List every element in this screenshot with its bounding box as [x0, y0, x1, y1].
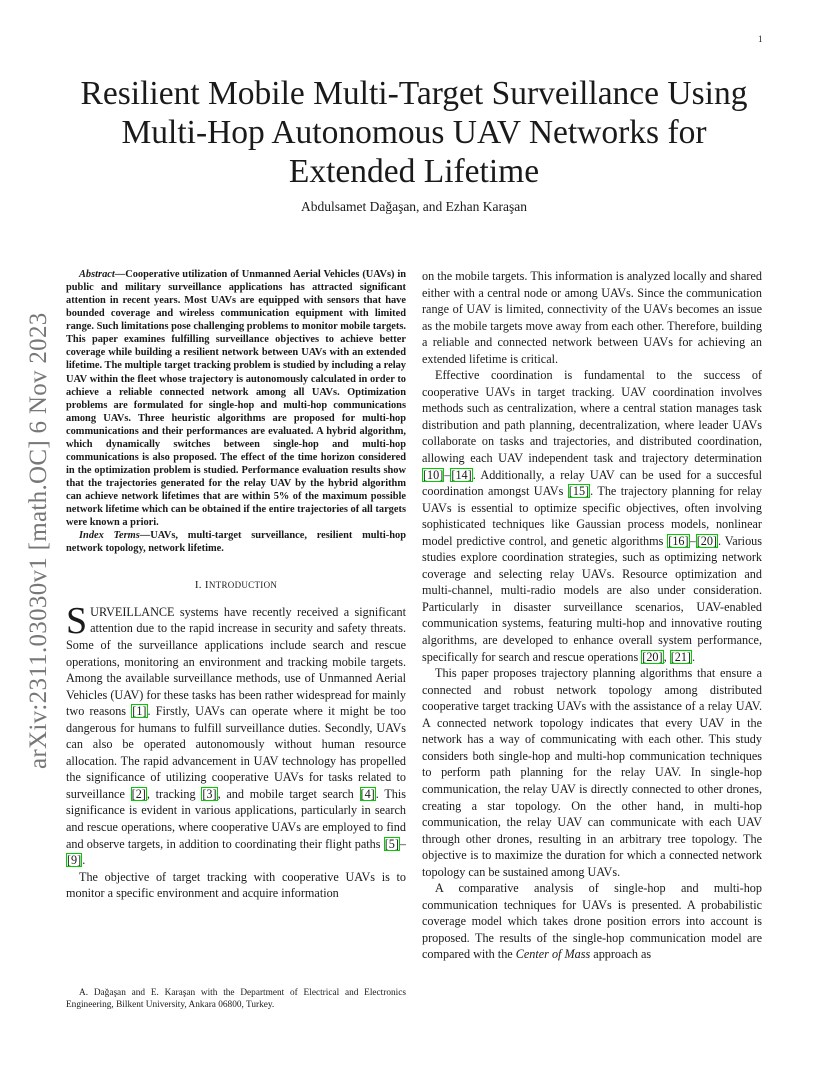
citation-link[interactable]: [20] [642, 649, 663, 664]
paper-title: Resilient Mobile Multi-Target Surveillance Using Multi-Hop Autonomous UAV Networks for Extended Lifetime [80, 75, 748, 190]
authors: Abdulsamet Dağaşan, and Ezhan Karaşan [300, 199, 528, 214]
intro-paragraph-2: The objective of target tracking with cooperative UAVs is to monitor a specific environment and acquire information [66, 869, 406, 901]
citation-link[interactable]: [4] [360, 786, 375, 801]
right-paragraph-2: Effective coordination is fundamental to the success of cooperative UAVs in target tracking. UAV coordination involves methods such as centralization, where a central station manages task distribution and path planning, decentralization, where leader UAVs collaborate on tasks and trajectories, and distributed coordination, allowing each UAV independent task and trajectory determination [10]–[14]. Additionally, a relay UAV can be used for a succesful coordination amongst UAVs [15]. The trajectory planning for relay UAVs is essential to optimize specific objectives, often involving sophisticated techniques like Gaussian process models, nonlinear model predictive control, and genetic algorithms [16]–[20]. Various studies explore coordination strategies, such as optimizing network coverage and selecting relay UAVs. Resource optimization and multi-channel, multi-radio models are also under consideration. Particularly in disaster surveillance scenarios, UAV-enabled communication systems, featuring multi-hop and innovative routing algorithms, are developed to enhance overall system performance, specifically for search and rescue operations [20], [21]. [422, 368, 762, 664]
citation-link[interactable]: [14] [451, 467, 472, 482]
arxiv-identifier: arXiv:2311.03030v1 [math.OC] 6 Nov 2023 [25, 312, 52, 769]
intro-paragraph-1: SURVEILLANCE systems have recently received a significant attention due to the rapid increase in security and safety threats. Some of the surveillance applications include search and rescue operations, monitoring an environment and tracking mobile targets. Among the available surveillance methods, use of Unmanned Aerial Vehicles (UAV) for these tasks has been rather widespread for mainly two reasons [1]. Firstly, UAVs can operate where it might be too dangerous for humans to fulfill surveillance duties. Secondly, UAVs can also be operated autonomously without human resource allocation. The rapid advancement in UAV technology has propelled the significance of utilizing cooperative UAVs for tasks related to surveillance [2], tracking [3], and mobile target search [4]. This significance is evident in various applications, particularly in search and rescue operations, where cooperative UAVs are employed to find and observe targets, in addition to coordinating their flight paths [5]–[9]. [66, 599, 406, 868]
abstract [66, 268, 406, 529]
index-terms-text: —UAVs, multi-target surveillance, resilient multi-hop network topology, network lifetime. [66, 530, 406, 555]
citation-link[interactable]: [15] [568, 484, 590, 499]
section-heading-introduction: I. INTRODUCTION [194, 579, 278, 592]
page-number: 1 [758, 34, 763, 44]
abstract-label: Abstract [79, 269, 115, 280]
index-terms-label: Index Terms [79, 530, 140, 542]
drop-cap: S [66, 599, 88, 642]
citation-link[interactable]: [16] [668, 533, 689, 548]
right-paragraph-4: A comparative analysis of single-hop and multi-hop communication techniques for UAVs is presented. A probabilistic coverage model which takes drone position errors into account is proposed. The results of the single-hop communication model are compared with the Center of Mass approach as [422, 881, 762, 962]
citation-link[interactable]: [20] [696, 533, 717, 548]
citation-link[interactable]: [1] [132, 704, 147, 719]
citation-link[interactable]: [3] [202, 786, 217, 801]
author-affiliation-footnote: A. Dağaşan and E. Karaşan with the Department of Electrical and Electronics Engineering, Bilkent University, Ankara 06800, Turkey. [66, 988, 406, 1010]
citation-link[interactable]: [5] [384, 836, 399, 851]
right-paragraph-1: on the mobile targets. This information is analyzed locally and shared either with a central node or among UAVs. Since the communication range of UAV is limited, connectivity of the UAVs becomes an issue as the mobile targets move away from each other. Therefore, building a reliable and connected network between UAVs for achieving an extended lifetime is critical. [422, 269, 762, 366]
citation-link[interactable]: [2] [131, 786, 146, 801]
right-paragraph-3: This paper proposes trajectory planning algorithms that ensure a connected and robust network topology among distributed cooperative target tracking UAVs with the assistance of a relay UAV. A connected network topology indicates that every UAV in the network has a way of communicating with each other. This study considers both single-hop and multi-hop communication techniques to perform path planning for the relay UAV. In single-hop communication, the relay UAV is directly connected to other drones, creating a star topology. On the other hand, in multi-hop communication, the relay UAV can communicate with each UAV through other drones, resulting in an arbitrary tree topology. The objective is to maximize the duration for which a connected network topology can be sustained among UAVs. [422, 666, 762, 879]
left-column [66, 268, 406, 902]
citation-link[interactable]: [10] [423, 467, 444, 482]
citation-link[interactable]: [9] [67, 853, 82, 868]
right-column [422, 268, 762, 963]
citation-link[interactable]: [21] [670, 649, 691, 664]
abstract-text: —Cooperative utilization of Unmanned Aerial Vehicles (UAVs) in public and military surveillance applications has attracted significant attention in recent years. Most UAVs are equipped with sensors that have bounded coverage and wireless communication equipment with limited range. Such limitations pose challenging problems to monitor mobile targets. This paper examines fulfilling surveillance objectives to achieve better coverage while building a resilient network between UAVs with an extended lifetime. The multiple target tracking problem is studied by including a relay UAV within the fleet whose trajectory is autonomously calculated in order to achieve a reliable connected network among all UAVs. Optimization problems are formulated for single-hop and multi-hop communications among UAVs. Three heuristic algorithms are proposed for multi-hop communications and their performances are evaluated. A hybrid algorithm, which dynamically switches between single-hop and multi-hop communications is also proposed. The effect of the time horizon considered in the optimization problem is studied. Performance evaluation results show that the trajectories generated for the relay UAV by the hybrid algorithm can achieve network lifetimes that are within 5% of the maximum possible network lifetime which can be obtained if the entire trajectories of all targets were known a priori. [66, 269, 406, 529]
index-terms [66, 529, 406, 555]
